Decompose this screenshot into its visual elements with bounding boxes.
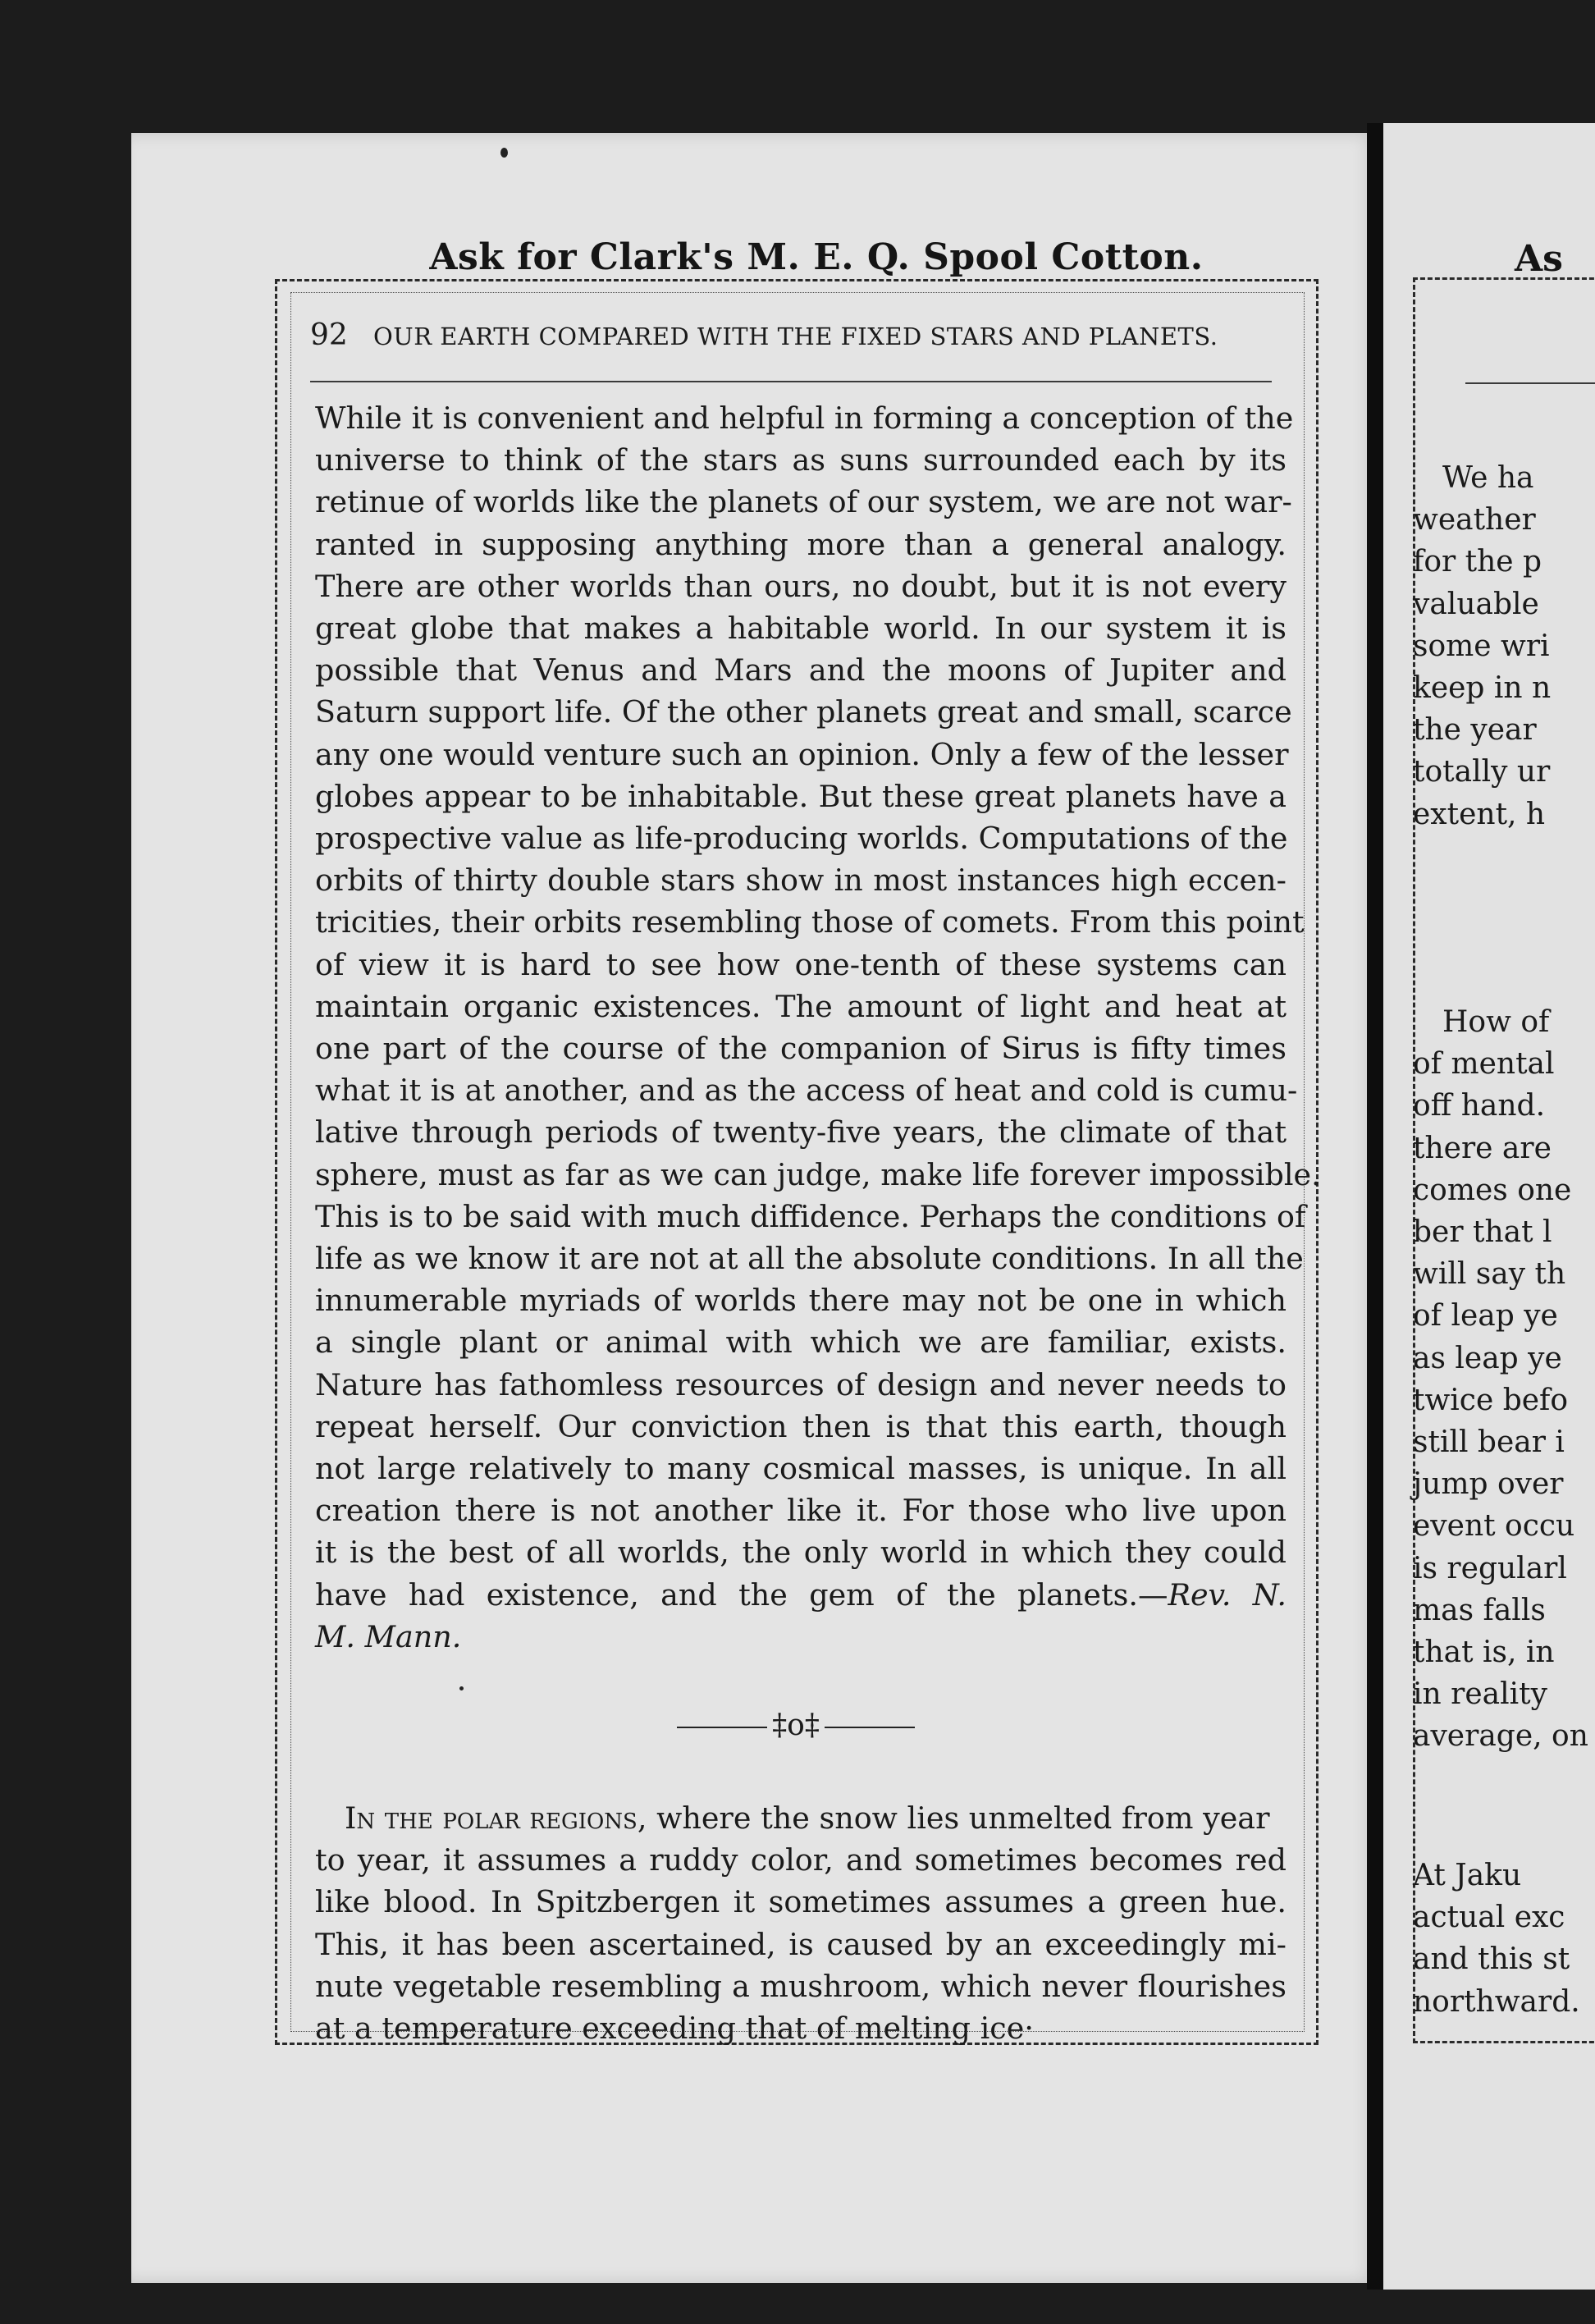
right-page-line-fragment: valuable <box>1413 587 1539 621</box>
lead-line-text: where the snow lies unmelted from year <box>647 1800 1270 1836</box>
text-line: what it is at another, and as the access of heat and cold is cumu- <box>315 1073 1298 1109</box>
text-line: Saturn support life. Of the other planets great and small, scarce <box>315 694 1292 730</box>
text-line: innumerable myriads of worlds there may not be one in which <box>315 1283 1287 1319</box>
separator-ornament: ‡o‡ <box>772 1709 820 1742</box>
right-page-line-fragment: extent, h <box>1413 797 1546 831</box>
right-page-line-fragment: the year <box>1413 713 1537 748</box>
right-page-line-fragment: How of <box>1442 1005 1550 1039</box>
right-page-line-fragment: At Jaku <box>1413 1859 1522 1892</box>
separator-rule <box>677 1727 767 1728</box>
text-line: Nature has fathomless resources of design and never needs to <box>315 1366 1287 1402</box>
text-line: maintain organic existences. The amount of light and heat at <box>315 988 1287 1024</box>
advertisement-banner: Ask for Clark's M. E. Q. Spool Cotton. <box>429 236 1204 278</box>
right-page-line-fragment: ber that l <box>1413 1215 1552 1249</box>
book-gutter <box>1367 123 1383 2290</box>
text-line: globes appear to be inhabitable. But these great planets have a <box>315 778 1287 814</box>
right-page-line-fragment: still bear i <box>1413 1425 1565 1459</box>
page-number: 92 <box>310 318 348 352</box>
text-line: orbits of thirty double stars show in most instances high eccen- <box>315 862 1287 899</box>
text-line: like blood. In Spitzbergen it sometimes assumes a green hue. <box>315 1884 1287 1920</box>
right-page-line-fragment: actual exc <box>1413 1901 1565 1935</box>
right-page-line-fragment: twice befo <box>1413 1383 1569 1417</box>
right-page-line-fragment: of mental <box>1413 1047 1555 1082</box>
ink-speck <box>500 148 508 158</box>
text-line: repeat herself. Our conviction then is that this earth, though <box>315 1408 1287 1444</box>
text-line: life as we know it are not at all the absolute conditions. In all the <box>315 1241 1304 1277</box>
right-page-line-fragment: some wri <box>1413 629 1550 663</box>
text-line: creation there is not another like it. For those who live upon <box>315 1493 1287 1529</box>
text-line: nute vegetable resembling a mushroom, which never flourishes <box>315 1968 1287 2004</box>
text-line: one part of the course of the companion of Sirus is fifty times <box>315 1031 1287 1067</box>
text-line <box>315 1797 1287 1839</box>
text-line: There are other worlds than ours, no doubt, but it is not every <box>315 568 1287 604</box>
right-page-line-fragment: of leap ye <box>1413 1299 1558 1334</box>
right-page-line-fragment: in reality <box>1413 1677 1547 1712</box>
text-line: prospective value as life-producing worlds. Computations of the <box>315 821 1288 857</box>
right-page-line-fragment: weather <box>1413 503 1536 538</box>
text-line: sphere, must as far as we can judge, make life forever impossible. <box>315 1156 1321 1192</box>
running-head <box>310 318 1278 352</box>
text-line: This, it has been ascertained, is caused by an exceedingly mi- <box>315 1926 1287 1962</box>
right-page-line-fragment: comes one <box>1413 1173 1572 1207</box>
right-head-rule <box>1465 382 1595 384</box>
right-page-line-fragment: keep in n <box>1413 671 1552 705</box>
text-line: universe to think of the stars as suns surrounded each by its <box>315 442 1287 478</box>
text-line: great globe that makes a habitable world. In our system it is <box>315 611 1287 647</box>
author-signature-continued: M. Mann. <box>315 1618 462 1654</box>
head-rule <box>310 381 1272 382</box>
section-separator <box>673 1709 919 1742</box>
right-page-line-fragment: mas falls <box>1413 1593 1546 1627</box>
separator-rule <box>825 1727 915 1728</box>
text-line: at a temperature exceeding that of melting ice· <box>315 2011 1034 2047</box>
right-page-line-fragment: will say th <box>1413 1257 1566 1292</box>
text-line: not large relatively to many cosmical masses, is unique. In all <box>315 1451 1287 1487</box>
right-page-line-fragment: for the p <box>1413 545 1542 579</box>
text-line: lative through periods of twenty-five years, the climate of that <box>315 1114 1287 1151</box>
text-line: While it is convenient and helpful in forming a conception of the <box>315 400 1294 436</box>
right-banner: As <box>1515 238 1563 280</box>
text-line: ranted in supposing anything more than a general analogy. <box>315 526 1287 562</box>
right-page-line-fragment: northward. <box>1413 1984 1580 2019</box>
text-line: retinue of worlds like the planets of our system, we are not war- <box>315 484 1292 520</box>
author-signature: Rev. N. <box>1168 1576 1287 1613</box>
right-page-line-fragment: We ha <box>1442 461 1534 495</box>
text-line: to year, it assumes a ruddy color, and sometimes becomes red <box>315 1842 1287 1878</box>
running-title: OUR EARTH COMPARED WITH THE FIXED STARS AND PLANETS. <box>373 323 1218 350</box>
text-line: a single plant or animal with which we are familiar, exists. <box>315 1324 1287 1361</box>
text-line: tricities, their orbits resembling those of comets. From this point <box>315 904 1305 940</box>
text-line: it is the best of all worlds, the only world in which they could <box>315 1535 1287 1571</box>
right-page <box>1383 123 1595 2290</box>
right-page-line-fragment: that is, in <box>1413 1635 1555 1669</box>
right-page-line-fragment: event occu <box>1413 1509 1575 1544</box>
right-page-line-fragment: is regularl <box>1413 1551 1567 1585</box>
section-lead-in: In the polar regions, <box>345 1800 647 1836</box>
right-page-line-fragment: there are <box>1413 1131 1552 1165</box>
text-line: of view it is hard to see how one-tenth of these systems can <box>315 946 1287 982</box>
right-page-line-fragment: jump over <box>1413 1467 1564 1502</box>
right-page-line-fragment: totally ur <box>1413 755 1551 789</box>
text-line: have had existence, and the gem of the planets.—Rev. N. <box>315 1576 1287 1613</box>
text-line: This is to be said with much diffidence. Perhaps the conditions of <box>315 1198 1306 1234</box>
text-line: any one would venture such an opinion. Only a few of the lesser <box>315 736 1289 772</box>
right-page-line-fragment: as leap ye <box>1413 1341 1562 1375</box>
text-line: possible that Venus and Mars and the moons of Jupiter and <box>315 652 1287 689</box>
right-page-line-fragment: and this st <box>1413 1942 1570 1977</box>
article-paragraph <box>315 397 1321 1658</box>
right-page-line-fragment: average, on <box>1413 1719 1588 1754</box>
polar-regions-paragraph <box>315 1797 1287 2049</box>
right-page-line-fragment: off hand. <box>1413 1089 1546 1123</box>
